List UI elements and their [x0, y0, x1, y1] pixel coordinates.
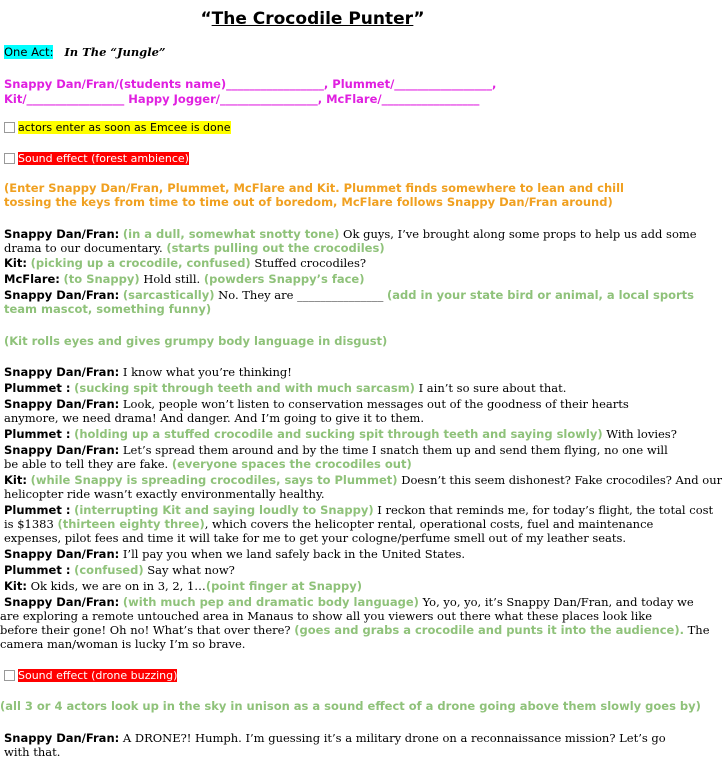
cast-line-2: Kit/_________________ Happy Jogger/_________________, McFlare/_________________ — [4, 92, 480, 106]
dialogue-line: Snappy Dan/Fran: (sarcastically) No. They are _______________ (add in your state bird or animal, a local sports — [4, 288, 695, 302]
dialogue-line: team mascot, something funny) — [4, 302, 212, 316]
cast-line-1: Snappy Dan/Fran/(students name)_________________, Plummet/_________________, — [4, 77, 497, 91]
dialogue-line: expenses, pilot fees and time it will take for me to get your cologne/perfume smell out of my leather seats. — [4, 531, 627, 545]
dialogue-line: Snappy Dan/Fran: I’ll pay you when we land safely back in the United States. — [4, 547, 466, 561]
dialogue-line: Plummet : (holding up a stuffed crocodile and sucking spit through teeth and saying slowly) With lovies? — [4, 427, 677, 441]
dialogue-line: Plummet : (confused) Say what now? — [4, 563, 235, 577]
dialogue-line: Snappy Dan/Fran: I know what you’re thinking! — [4, 365, 292, 379]
dialogue-line: Snappy Dan/Fran: (in a dull, somewhat snotty tone) Ok guys, I’ve brought along some props to help us add some — [4, 227, 697, 241]
dialogue-line: Kit: (while Snappy is spreading crocodiles, says to Plummet) Doesn’t this seem dishonest? Fake crocodiles? And our — [4, 473, 722, 487]
dialogue-line: before their gone! Oh no! What’s that over there? (goes and grabs a crocodile and punts it into the audience). The — [0, 623, 710, 637]
dialogue-line: Snappy Dan/Fran: Look, people won’t listen to conservation messages out of the goodness of their hearts — [4, 397, 629, 411]
stage-direction-line: (Enter Snappy Dan/Fran, Plummet, McFlare and Kit. Plummet finds somewhere to lean and chill — [4, 181, 624, 195]
dialogue-line: Snappy Dan/Fran: Let’s spread them around and by the time I snatch them up and send them flying, no one will — [4, 443, 668, 457]
act-label: One Act: — [4, 45, 54, 59]
checkbox[interactable] — [4, 122, 15, 133]
dialogue-line: Plummet : (sucking spit through teeth and with much sarcasm) I ain’t so sure about that. — [4, 381, 567, 395]
stage-direction-line: (Kit rolls eyes and gives grumpy body language in disgust) — [4, 334, 388, 348]
page-title: “The Crocodile Punter” — [200, 9, 425, 29]
dialogue-line: Snappy Dan/Fran: A DRONE?! Humph. I’m guessing it’s a military drone on a reconnaissance mission? Let’s go — [4, 731, 666, 745]
cue-sfx-drone: Sound effect (drone buzzing) — [4, 668, 177, 683]
stage-direction-line: tossing the keys from time to time out of boredom, McFlare follows Snappy Dan/Fran around) — [4, 195, 613, 209]
dialogue-line: Kit: Ok kids, we are on in 3, 2, 1…(point finger at Snappy) — [4, 579, 362, 593]
cue-sfx-forest: Sound effect (forest ambience) — [4, 151, 189, 166]
dialogue-line: are exploring a remote untouched area in Manaus to show all you viewers out there what these places look like — [0, 609, 653, 623]
dialogue-line: is $1383 (thirteen eighty three), which covers the helicopter rental, operational costs, fuel and maintenance — [4, 517, 654, 531]
dialogue-line: with that. — [4, 745, 61, 759]
dialogue-line: drama to our documentary. (starts pulling out the crocodiles) — [4, 241, 385, 255]
checkbox[interactable] — [4, 670, 15, 681]
cue-enter: actors enter as soon as Emcee is done — [4, 120, 231, 135]
dialogue-line: McFlare: (to Snappy) Hold still. (powders Snappy’s face) — [4, 272, 365, 286]
act-location: In The “Jungle” — [64, 45, 166, 59]
dialogue-line: Plummet : (interrupting Kit and saying loudly to Snappy) I reckon that reminds me, for today’s flight, the total cost — [4, 503, 714, 517]
dialogue-line: anymore, we need drama! And danger. And I’m going to give it to them. — [4, 411, 424, 425]
dialogue-line: be able to tell they are fake. (everyone spaces the crocodiles out) — [4, 457, 412, 471]
act-line — [4, 45, 166, 59]
checkbox[interactable] — [4, 153, 15, 164]
dialogue-line: camera man/woman is lucky I’m so brave. — [0, 637, 246, 651]
dialogue-line: Kit: (picking up a crocodile, confused) Stuffed crocodiles? — [4, 256, 367, 270]
dialogue-line: helicopter ride wasn’t exactly environmentally healthy. — [4, 487, 325, 501]
stage-direction-line: (all 3 or 4 actors look up in the sky in unison as a sound effect of a drone going above them slowly goes by) — [0, 699, 701, 713]
dialogue-line: Snappy Dan/Fran: (with much pep and dramatic body language) Yo, yo, yo, it’s Snappy Dan/Fran, and today we — [4, 595, 694, 609]
